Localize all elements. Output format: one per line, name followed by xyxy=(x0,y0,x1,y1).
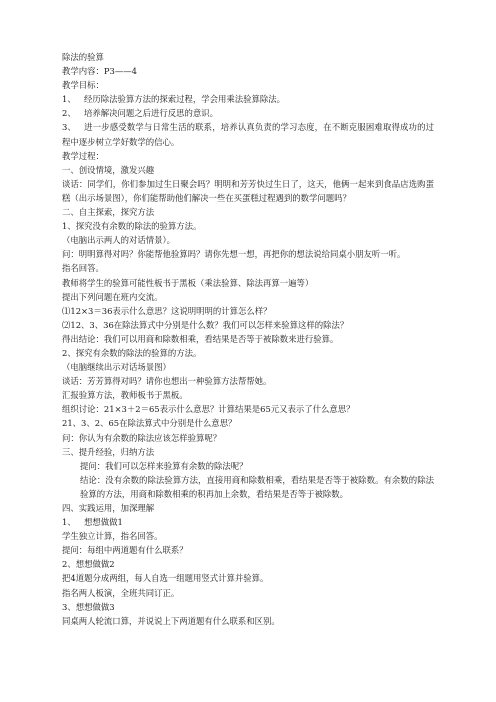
paragraph-line: 组织讨论：21×3＋2＝65表示什么意思？计算结果是65元又表示了什么意思？ xyxy=(62,404,355,415)
paragraph-line: 学生独立计算，指名回答。 xyxy=(62,531,163,542)
paragraph-line: 指名两人板演，全班共同订正。 xyxy=(62,587,180,598)
goal-number: 3、 xyxy=(62,122,76,133)
paragraph-line: 2、想想做做2 xyxy=(62,559,115,570)
paragraph-line: 指名回答。 xyxy=(62,263,104,274)
paragraph-line: （电脑出示两人的对话情景）。 xyxy=(62,235,176,246)
paragraph-line: 得出结论：我们可以用商和除数相乘，看结果是否等于被除数来进行验算。 xyxy=(62,333,339,344)
paragraph-line: 2、探究有余数的除法的验算的方法。 xyxy=(62,347,202,358)
exercise-item xyxy=(62,515,434,529)
paragraph-line: 教师将学生的验算可能性板书于黑板（乘法验算、除法再算一遍等） xyxy=(62,277,314,288)
paragraph-line: 1、探究没有余数的除法的验算方法。 xyxy=(62,221,202,232)
paragraph-line: ⑴12×3＝36表示什么意思？这说明明明的计算怎么样？ xyxy=(62,305,272,316)
section-1-heading: 一、创设情境，激发兴趣 xyxy=(62,164,155,175)
goal-number: 1、 xyxy=(62,94,76,105)
paragraph-line: 把4道题分成两组，每人自选一组题用竖式计算并验算。 xyxy=(62,573,269,584)
paragraph-line: 汇报验算方法，教师板书于黑板。 xyxy=(62,390,188,401)
goal-item xyxy=(62,92,434,106)
goals-heading: 教学目标： xyxy=(62,80,104,91)
teaching-content: 教学内容：P3——4 xyxy=(62,66,137,77)
paragraph-line: ⑵12、3、36在除法算式中分别是什么数？我们可以怎样来验算这样的除法？ xyxy=(62,319,349,330)
paragraph-line: 提问：每组中两道题有什么联系？ xyxy=(62,545,188,556)
section-4-heading: 四、实践运用，加深理解 xyxy=(62,503,155,513)
paragraph-line: 3、想想做做3 xyxy=(62,601,115,612)
paragraph-line: 提出下列问题在班内交流。 xyxy=(62,291,163,302)
process-heading: 教学过程： xyxy=(62,150,104,161)
document-page xyxy=(62,50,434,628)
goal-item xyxy=(62,106,434,120)
conclusion-paragraph: 结论：没有余数的除法验算方法，直接用商和除数相乘，看结果是否等于被除数。有余数的除法验算的方法，用商和除数相乘的积再加上余数，看结果是否等于被除数。 xyxy=(80,474,434,499)
goal-text: 培养解决问题之后进行反思的意识。 xyxy=(84,108,218,119)
paragraph-line: 问：明明算得对吗？你能帮他验算吗？请你先想一想，再把你的想法说给同桌小朋友听一听。 xyxy=(62,249,406,260)
paragraph-line: 谈话：芳芳算得对吗？请你也想出一种验算方法帮帮她。 xyxy=(62,376,272,387)
paragraph-line: 提问：我们可以怎样来验算有余数的除法呢？ xyxy=(80,460,248,471)
section-3-heading: 三、提升经验，归纳方法 xyxy=(62,446,155,457)
goal-number: 2、 xyxy=(62,108,76,119)
section-1-paragraph: 谈话：同学们，你们参加过生日聚会吗？明明和芳芳快过生日了，这天，他俩一起来到食品店选购蛋糕（出示场景图），你们能帮助他们解决一些在买蛋糕过程遇到的数学问题吗？ xyxy=(62,178,434,203)
section-2-heading: 二、自主探索，探究方法 xyxy=(62,207,155,218)
paragraph-line: （电脑继续出示对话场景图） xyxy=(62,362,171,373)
goal-text: 经历除法验算方法的探索过程，学会用乘法验算除法。 xyxy=(84,94,285,105)
paragraph-line: 同桌两人轮流口算，并说说上下两道题有什么联系和区别。 xyxy=(62,615,280,626)
doc-title: 除法的验算 xyxy=(62,52,104,62)
exercise-label: 想想做做1 xyxy=(84,517,123,528)
paragraph-line: 问：你认为有余数的除法应该怎样验算呢？ xyxy=(62,432,222,443)
paragraph-line: 21、3、2、65在除法算式中分别是什么意思？ xyxy=(62,418,237,429)
goal-text: 进一步感受数学与日常生活的联系，培养认真负责的学习态度，在不断克服困难取得成功的过程中逐步树立学好数学的信心。 xyxy=(62,122,434,147)
goal-item xyxy=(62,120,434,148)
exercise-number: 1、 xyxy=(62,517,76,528)
